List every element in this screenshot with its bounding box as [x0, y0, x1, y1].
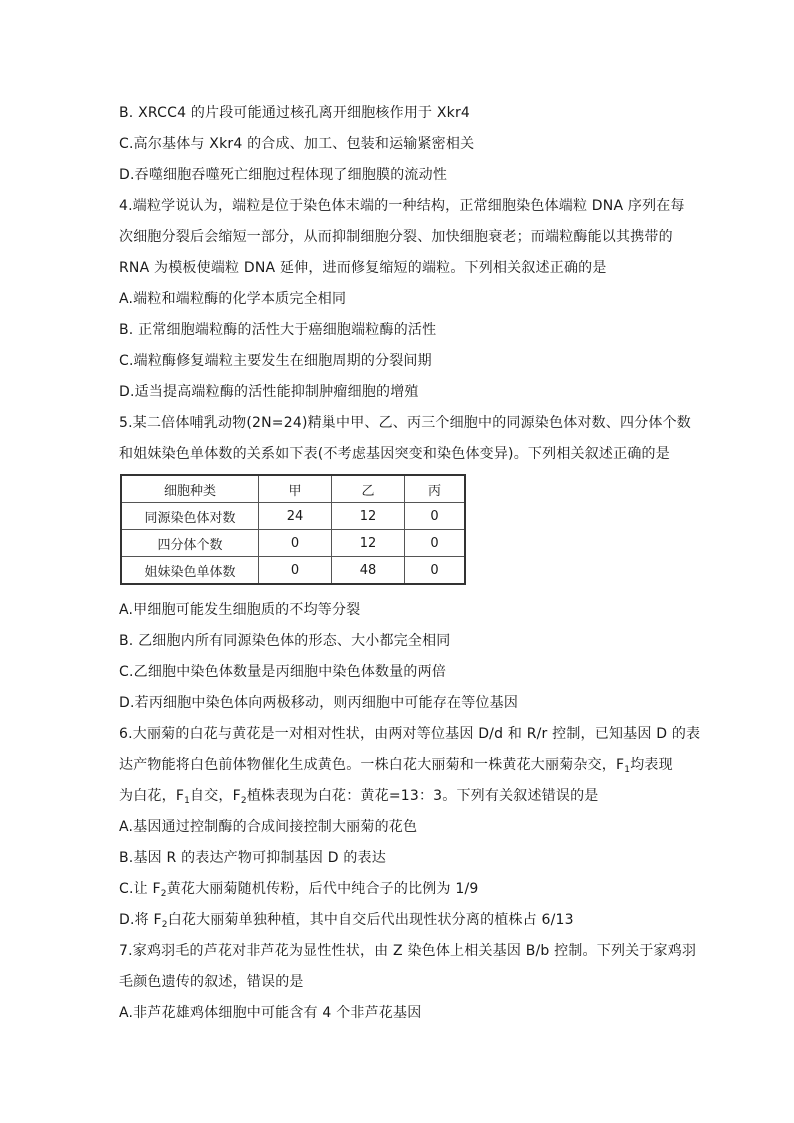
option-4a: A.端粒和端粒酶的化学本质完全相同	[119, 291, 347, 307]
table-cell: 48	[332, 557, 405, 585]
question-7-line-1: 7.家鸡羽毛的芦花对非芦花为显性性状，由 Z 染色体上相关基因 B/b 控制。下列关于家鸡羽	[119, 943, 697, 959]
table-cell: 0	[259, 557, 332, 585]
table-cell: 24	[259, 503, 332, 530]
option-3c: C.高尔基体与 Xkr4 的合成、加工、包装和运输紧密相关	[119, 136, 475, 152]
question-5-line-2: 和姐妹染色单体数的关系如下表(不考虑基因突变和染色体变异)。下列相关叙述正确的是	[119, 446, 670, 462]
question-4-line-2: 次细胞分裂后会缩短一部分，从而抑制细胞分裂、加快细胞衰老；而端粒酶能以其携带的	[119, 229, 673, 245]
table-cell: 0	[405, 557, 465, 585]
option-6b: B.基因 R 的表达产物可抑制基因 D 的表达	[119, 850, 386, 866]
question-6-line-2: 达产物能将白色前体物催化生成黄色。一株白花大丽菊和一株黄花大丽菊杂交，$F_1$均表现	[119, 757, 673, 775]
option-5a: A.甲细胞可能发生细胞质的不均等分裂	[119, 602, 361, 618]
table-cell: 0	[259, 530, 332, 557]
question-4-line-3: RNA 为模板使端粒 DNA 延伸，进而修复缩短的端粒。下列相关叙述正确的是	[119, 260, 607, 276]
question-5-line-1: 5.某二倍体哺乳动物(2N=24)精巢中甲、乙、丙三个细胞中的同源染色体对数、四分体个数	[119, 415, 692, 431]
table-row	[121, 503, 465, 530]
option-6c: C.让 $F_2$黄花大丽菊随机传粉，后代中纯合子的比例为 1/9	[119, 881, 479, 899]
table-cell: 0	[405, 530, 465, 557]
table-header-cell: 丙	[405, 475, 465, 503]
table-row	[121, 530, 465, 557]
table-cell: 12	[332, 503, 405, 530]
table-header-cell: 细胞种类	[121, 475, 259, 503]
option-6d: D.将 $F_2$白花大丽菊单独种植，其中自交后代出现性状分离的植株占 6/13	[119, 912, 574, 930]
option-5d: D.若丙细胞中染色体向两极移动，则丙细胞中可能存在等位基因	[119, 695, 519, 711]
option-5c: C.乙细胞中染色体数量是丙细胞中染色体数量的两倍	[119, 664, 447, 680]
option-4b: B. 正常细胞端粒酶的活性大于癌细胞端粒酶的活性	[119, 322, 437, 338]
table-cell: 12	[332, 530, 405, 557]
option-3b: B. XRCC4 的片段可能通过核孔离开细胞核作用于 Xkr4	[119, 105, 471, 121]
question-6-line-1: 6.大丽菊的白花与黄花是一对相对性状，由两对等位基因 D/d 和 R/r 控制，已知基因 D 的表	[119, 726, 701, 742]
option-5b: B. 乙细胞内所有同源染色体的形态、大小都完全相同	[119, 633, 451, 649]
question-4-line-1: 4.端粒学说认为，端粒是位于染色体末端的一种结构，正常细胞染色体端粒 DNA 序列在每	[119, 198, 685, 214]
chromosome-table	[120, 474, 466, 585]
option-4d: D.适当提高端粒酶的活性能抑制肿瘤细胞的增殖	[119, 384, 419, 400]
table-row	[121, 557, 465, 585]
table-header-cell: 甲	[259, 475, 332, 503]
question-6-line-3: 为白花，$F_1$自交，$F_2$植株表现为白花：黄花=13：3。下列有关叙述错误的是	[119, 788, 599, 806]
table-cell: 同源染色体对数	[121, 503, 259, 530]
table-cell: 0	[405, 503, 465, 530]
table-header-cell: 乙	[332, 475, 405, 503]
question-7-line-2: 毛颜色遗传的叙述，错误的是	[119, 974, 304, 990]
option-7a: A.非芦花雄鸡体细胞中可能含有 4 个非芦花基因	[119, 1005, 422, 1021]
option-3d: D.吞噬细胞吞噬死亡细胞过程体现了细胞膜的流动性	[119, 167, 448, 183]
option-4c: C.端粒酶修复端粒主要发生在细胞周期的分裂间期	[119, 353, 432, 369]
option-6a: A.基因通过控制酶的合成间接控制大丽菊的花色	[119, 819, 418, 835]
table-header-row	[121, 475, 465, 503]
table-cell: 四分体个数	[121, 530, 259, 557]
table-cell: 姐妹染色单体数	[121, 557, 259, 585]
